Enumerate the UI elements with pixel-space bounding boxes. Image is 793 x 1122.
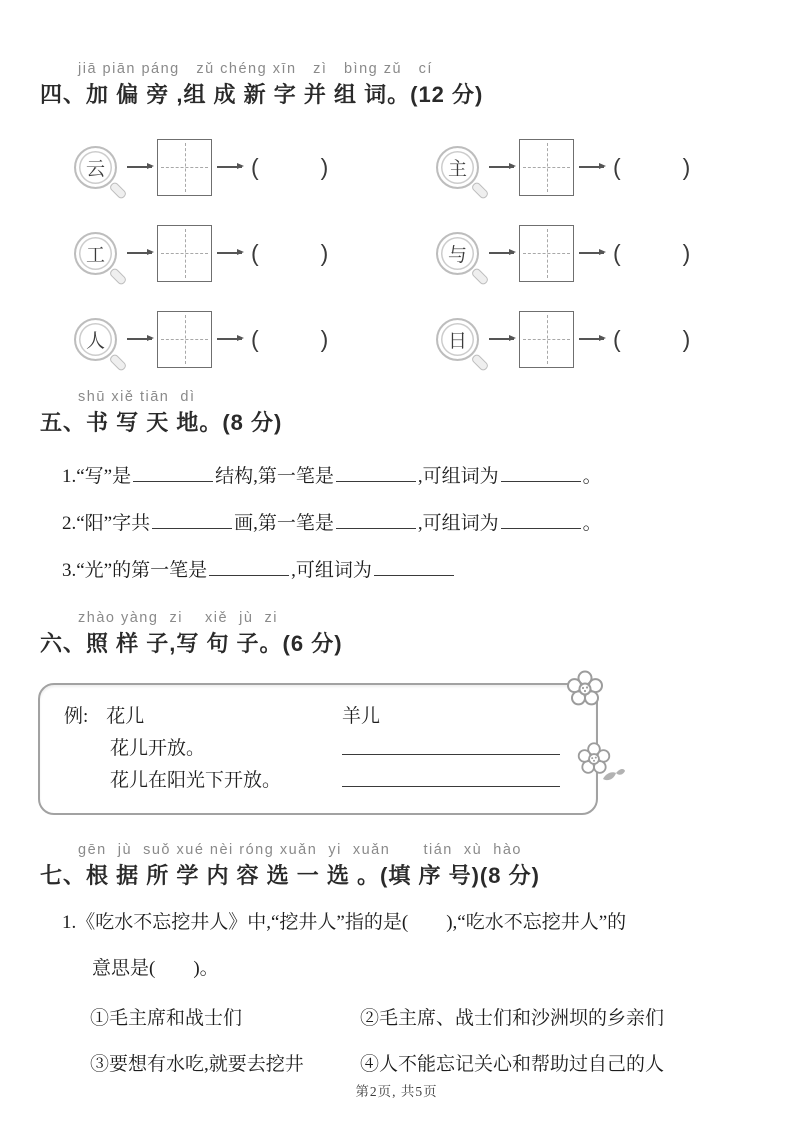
answer-parentheses: ( )	[251, 239, 329, 266]
magnifier-icon	[74, 232, 117, 275]
section6-pinyin: zhào yàng zi xiě jù zi	[78, 609, 278, 626]
question-7-1-line2: 意思是( )。	[92, 957, 219, 979]
question-text: ,可组词为	[417, 465, 499, 487]
arrow-icon	[489, 338, 514, 339]
section5-title: 五、书 写 天 地。(8 分)	[40, 410, 283, 435]
combo-item-yun	[74, 124, 436, 210]
arrow-icon	[579, 166, 604, 167]
practice-column	[342, 701, 574, 797]
writing-grid-box	[157, 311, 212, 368]
example-word: 花儿	[106, 705, 145, 727]
magnifier-icon	[436, 318, 479, 361]
question-text: ,可组词为	[291, 559, 372, 581]
fill-blank	[501, 462, 581, 482]
section7-title: 七、根 据 所 学 内 容 选 一 选 。(填 序 号)(8 分)	[40, 862, 540, 888]
magnifier-icon	[74, 146, 117, 189]
section7-pinyin: gēn jù suǒ xué nèi róng xuǎn yi xuǎn tián xù hào	[78, 841, 522, 858]
answer-line	[342, 733, 560, 755]
fill-blank	[133, 462, 213, 482]
question-text: 1.“写”是	[62, 465, 132, 487]
writing-grid-box	[157, 139, 212, 196]
example-sentence-2: 花儿在阳光下开放。	[110, 769, 282, 791]
combo-item-ri	[436, 296, 766, 382]
arrow-icon	[579, 252, 604, 253]
option-4: ④人不能忘记关心和帮助过自己的人	[360, 1053, 665, 1075]
question-text: 结构,第一笔是	[215, 465, 334, 487]
question-text: 2.“阳”字共	[62, 512, 151, 534]
writing-grid-box	[519, 311, 574, 368]
section4-pinyin: jiā piān páng zǔ chéng xīn zì bìng zǔ cí	[78, 61, 433, 77]
source-character: 云	[85, 158, 105, 180]
question-5-2	[62, 509, 793, 538]
options-grid	[90, 1005, 793, 1079]
writing-grid-box	[157, 225, 212, 282]
magnifier-icon	[436, 232, 479, 275]
answer-line	[342, 765, 560, 787]
combo-item-ren	[74, 296, 436, 382]
question-text: 3.“光”的第一笔是	[62, 559, 208, 581]
combo-item-zhu	[436, 124, 766, 210]
fill-blank	[336, 509, 416, 529]
combo-item-gong	[74, 210, 436, 296]
option-2: ②毛主席、战士们和沙洲坝的乡亲们	[360, 1007, 665, 1029]
arrow-icon	[217, 252, 242, 253]
answer-parentheses: ( )	[251, 325, 329, 352]
question-5-1	[62, 462, 793, 491]
fill-blank	[501, 509, 581, 529]
section6-title: 六、照 样 子,写 句 子。(6 分)	[40, 630, 343, 656]
question-text: 。	[582, 465, 602, 487]
question-text: 。	[582, 512, 602, 534]
arrow-icon	[579, 338, 604, 339]
fill-blank	[152, 509, 232, 529]
arrow-icon	[489, 252, 514, 253]
page-number: 第2页, 共5页	[355, 1084, 438, 1099]
practice-word: 羊儿	[342, 705, 381, 727]
arrow-icon	[127, 252, 152, 253]
example-sentence-1: 花儿开放。	[110, 737, 206, 759]
example-box	[38, 683, 598, 815]
question-text: ,可组词为	[417, 512, 499, 534]
example-column	[64, 701, 342, 797]
example-label: 例:	[64, 705, 89, 727]
leaf-icon	[600, 765, 626, 787]
magnifier-icon	[74, 318, 117, 361]
radical-exercise-grid	[74, 124, 793, 382]
flower-icon	[565, 669, 605, 709]
arrow-icon	[127, 166, 152, 167]
source-character: 与	[447, 244, 467, 266]
arrow-icon	[489, 166, 514, 167]
arrow-icon	[217, 338, 242, 339]
question-7-1-line1: 1.《吃水不忘挖井人》中,“挖井人”指的是( ),“吃水不忘挖井人”的	[62, 911, 627, 933]
answer-parentheses: ( )	[613, 153, 691, 180]
option-1: ①毛主席和战士们	[90, 1007, 243, 1029]
source-character: 人	[85, 330, 105, 352]
answer-parentheses: ( )	[613, 239, 691, 266]
source-character: 主	[447, 158, 467, 180]
fill-blank	[336, 462, 416, 482]
writing-grid-box	[519, 139, 574, 196]
question-5-3	[62, 556, 793, 585]
magnifier-icon	[436, 146, 479, 189]
source-character: 工	[85, 244, 105, 266]
answer-parentheses: ( )	[613, 325, 691, 352]
source-character: 日	[447, 330, 467, 352]
combo-item-yu	[436, 210, 766, 296]
fill-blank	[209, 556, 289, 576]
answer-parentheses: ( )	[251, 153, 329, 180]
writing-grid-box	[519, 225, 574, 282]
fill-blank	[374, 556, 454, 576]
question-text: 画,第一笔是	[234, 512, 334, 534]
arrow-icon	[127, 338, 152, 339]
section4-title: 四、加 偏 旁 ,组 成 新 字 并 组 词。(12 分)	[40, 82, 484, 107]
arrow-icon	[217, 166, 242, 167]
section5-pinyin: shū xiě tiān dì	[78, 389, 196, 405]
option-3: ③要想有水吃,就要去挖井	[90, 1053, 304, 1075]
